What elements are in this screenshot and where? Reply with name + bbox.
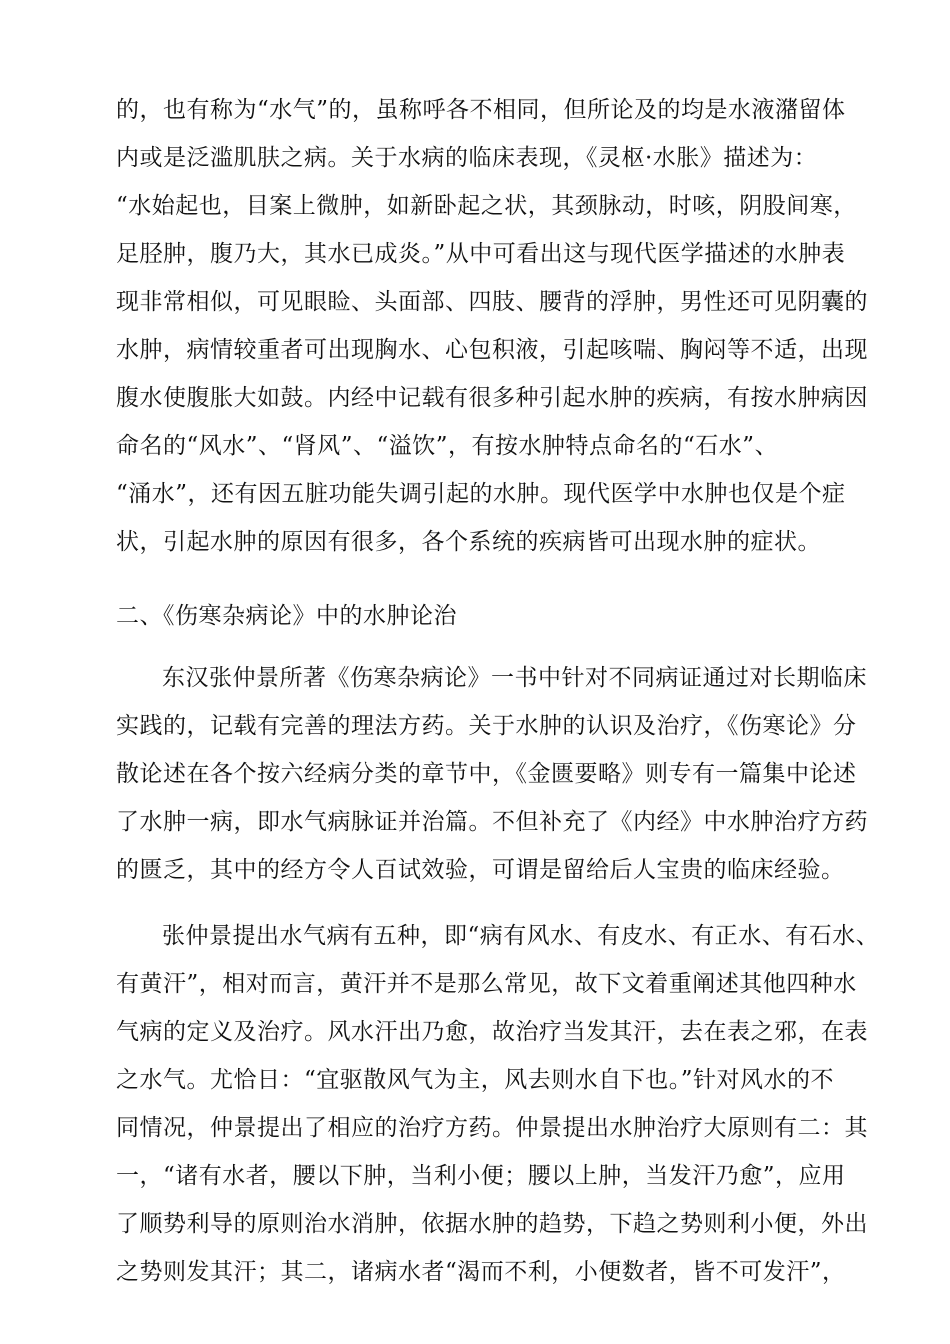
text-line: 有黄汗”，相对而言，黄汗并不是那么常见，故下文着重阐述其他四种水 bbox=[116, 971, 857, 997]
text-line: “水始起也，目案上微肿，如新卧起之状，其颈脉动，时咳，阴股间寒， bbox=[116, 193, 857, 219]
text-line: 命名的“风水”、“肾风”、“溢饮”，有按水肿特点命名的“石水”、 bbox=[116, 433, 779, 459]
text-line: 的，也有称为“水气”的，虽称呼各不相同，但所论及的均是水液潴留体 bbox=[116, 97, 846, 123]
text-line: 的匮乏，其中的经方令人百试效验，可谓是留给后人宝贵的临床经验。 bbox=[116, 857, 845, 883]
text-line: 了水肿一病，即水气病脉证并治篇。不但补充了《内经》中水肿治疗方药 bbox=[116, 809, 868, 835]
text-line: 状，引起水肿的原因有很多，各个系统的疾病皆可出现水肿的症状。 bbox=[116, 529, 821, 555]
text-line: 一，“诸有水者，腰以下肿，当利小便；腰以上肿，当发汗乃愈”，应用 bbox=[116, 1163, 846, 1189]
text-line: 水肿，病情较重者可出现胸水、心包积液，引起咳喘、胸闷等不适，出现 bbox=[116, 337, 868, 363]
text-line: 同情况，仲景提出了相应的治疗方药。仲景提出水肿治疗大原则有二：其 bbox=[116, 1115, 868, 1141]
text-line: 张仲景提出水气病有五种，即“病有风水、有皮水、有正水、有石水、 bbox=[162, 923, 880, 949]
text-line: 了顺势利导的原则治水消肿，依据水肿的趋势，下趋之势则利小便，外出 bbox=[116, 1211, 868, 1237]
text-line: 之势则发其汗；其二，诸病水者“渴而不利，小便数者，皆不可发汗”， bbox=[116, 1259, 846, 1285]
text-line: 足胫肿，腹乃大，其水已成炎。”从中可看出这与现代医学描述的水肿表 bbox=[116, 241, 846, 267]
text-line: 内或是泛滥肌肤之病。关于水病的临床表现，《灵枢·水胀》描述为： bbox=[116, 145, 818, 171]
text-line: 气病的定义及治疗。风水汗出乃愈，故治疗当发其汗，去在表之邪，在表 bbox=[116, 1019, 868, 1045]
text-line: 之水气。尤恰日：“宜驱散风气为主，风去则水自下也。”针对风水的不 bbox=[116, 1067, 835, 1093]
text-line: 散论述在各个按六经病分类的章节中，《金匮要略》则专有一篇集中论述 bbox=[116, 761, 857, 787]
text-line: 实践的，记载有完善的理法方药。关于水肿的认识及治疗，《伤寒论》分 bbox=[116, 713, 857, 739]
text-line: “涌水”，还有因五脏功能失调引起的水肿。现代医学中水肿也仅是个症 bbox=[116, 481, 846, 507]
section-heading: 二、《伤寒杂病论》中的水肿论治 bbox=[116, 603, 457, 629]
text-line: 现非常相似，可见眼睑、头面部、四肢、腰背的浮肿，男性还可见阴囊的 bbox=[116, 289, 868, 315]
text-line: 腹水使腹胀大如鼓。内经中记载有很多种引起水肿的疾病，有按水肿病因 bbox=[116, 385, 868, 411]
text-line: 东汉张仲景所著《伤寒杂病论》一书中针对不同病证通过对长期临床 bbox=[162, 665, 867, 691]
